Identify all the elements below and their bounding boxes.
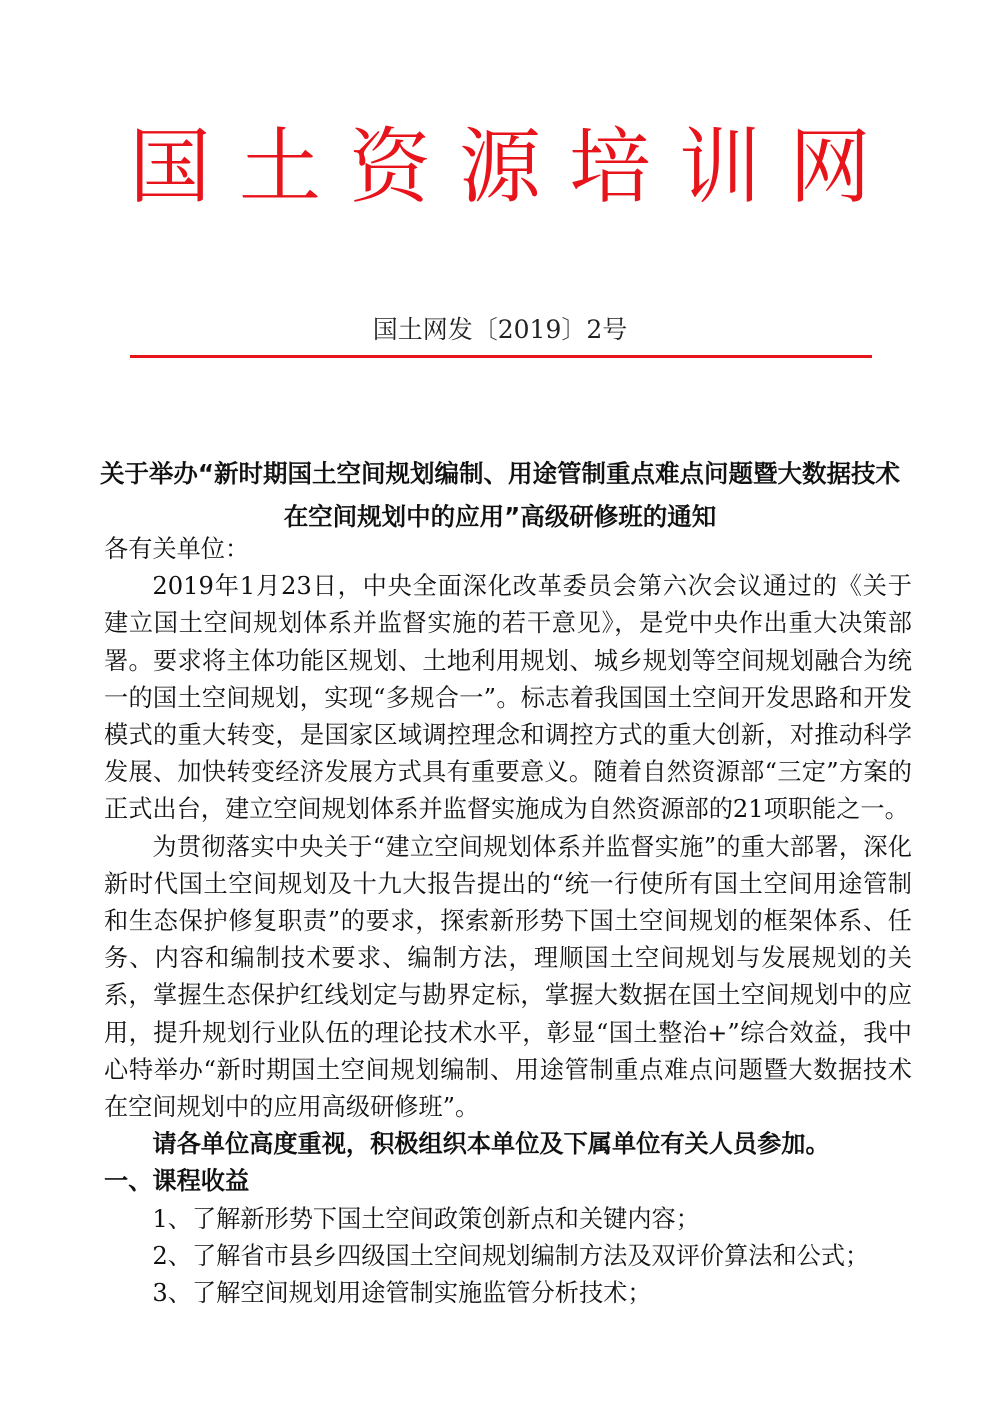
red-divider-line (130, 355, 872, 358)
salutation: 各有关单位： (104, 535, 250, 563)
body-paragraph-1: 2019年1月23日，中央全面深化改革委员会第六次会议通过的《关于建立国土空间规划体系并监督实施的若干意见》，是党中央作出重大决策部署。要求将主体功能区规划、土地利用规划、城乡规划等空间规划融合为统一的国土空间规划，实现“多规合一”。标志着我国国土空间开发思路和开发模式的重大转变，是国家区域调控理念和调控方式的重大创新，对推动科学发展、加快转变经济发展方式具有重要意义。随着自然资源部“三定”方案的正式出台，建立空间规划体系并监督实施成为自然资源部的21项职能之一。 (104, 572, 912, 824)
emphasis-paragraph: 请各单位高度重视，积极组织本单位及下属单位有关人员参加。 (152, 1130, 830, 1159)
body-paragraph-2: 为贯彻落实中央关于“建立空间规划体系并监督实施”的重大部署，深化新时代国土空间规划及十九大报告提出的“统一行使所有国土空间用途管制和生态保护修复职责”的要求，探索新形势下国土空间规划的框架体系、任务、内容和编制技术要求、编制方法，理顺国土空间规划与发展规划的关系，掌握生态保护红线划定与勘界定标，掌握大数据在国土空间规划中的应用，提升规划行业队伍的理论技术水平，彰显“国土整治+”综合效益，我中心特举办“新时期国土空间规划编制、用途管制重点难点问题暨大数据技术在空间规划中的应用高级研修班”。 (104, 832, 912, 1122)
list-item: 2、了解省市县乡四级国土空间规划编制方法及双评价算法和公式； (152, 1241, 870, 1270)
notice-title: 关于举办“新时期国土空间规划编制、用途管制重点难点问题暨大数据技术在空间规划中的应用”高级研修班的通知 (99, 459, 901, 531)
document-number: 国土网发〔2019〕2号 (372, 315, 628, 344)
notice-body (104, 531, 912, 1312)
list-item: 1、了解新形势下国土空间政策创新点和关键内容； (152, 1204, 700, 1233)
organization-name-header: 国土资源培训网 (128, 120, 899, 215)
section-heading-course-benefits: 一、课程收益 (104, 1167, 250, 1196)
list-item: 3、了解空间规划用途管制实施监管分析技术； (152, 1279, 652, 1308)
